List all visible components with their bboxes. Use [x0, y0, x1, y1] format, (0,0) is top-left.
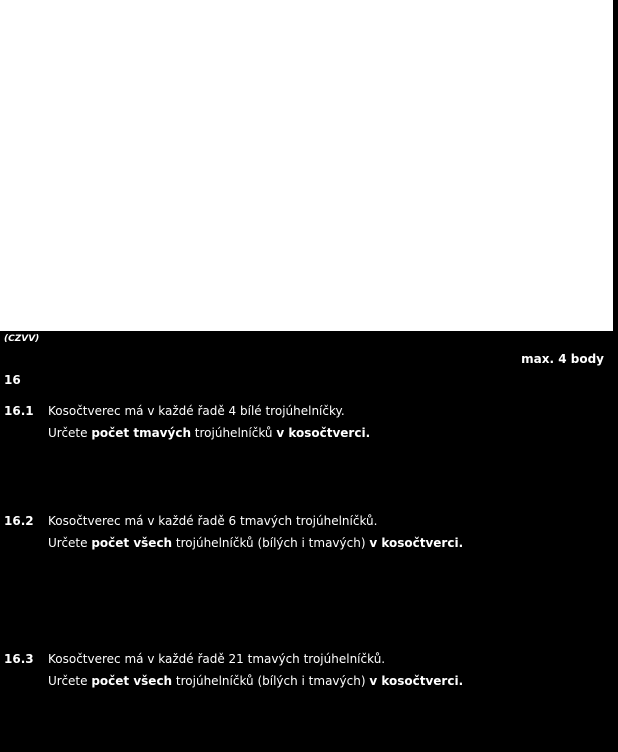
line2-bold: počet tmavých	[91, 426, 191, 440]
subtask-line-1: Kosočtverec má v každé řadě 21 tmavých trojúhelníčků.	[48, 652, 386, 666]
subtask-text	[48, 400, 370, 444]
source-label: (CZVV)	[4, 334, 40, 344]
line2-prefix: Určete	[48, 426, 92, 440]
subtask-number: 16.1	[4, 404, 34, 418]
figure-area	[0, 0, 613, 331]
subtask-number: 16.2	[4, 514, 34, 528]
subtask-line-1: Kosočtverec má v každé řadě 4 bílé trojúhelníčky.	[48, 404, 345, 418]
line2-suffix: v kosočtverci.	[276, 426, 371, 440]
subtask-line-1: Kosočtverec má v každé řadě 6 tmavých trojúhelníčků.	[48, 514, 378, 528]
subtask-line-2	[48, 670, 463, 692]
subtask-line-2	[48, 422, 370, 444]
line2-prefix: Určete	[48, 674, 92, 688]
line2-middle: trojúhelníčků (bílých i tmavých)	[172, 674, 370, 688]
subtask-number: 16.3	[4, 652, 34, 666]
subtask-text	[48, 510, 463, 554]
subtask-text	[48, 648, 463, 692]
line2-middle: trojúhelníčků (bílých i tmavých)	[172, 536, 370, 550]
line2-bold: počet všech	[91, 674, 173, 688]
task-number: 16	[4, 373, 21, 387]
line2-bold: počet všech	[91, 536, 173, 550]
subtask-line-2	[48, 532, 463, 554]
max-points-label: max. 4 body	[521, 352, 604, 366]
line2-suffix: v kosočtverci.	[369, 674, 464, 688]
line2-suffix: v kosočtverci.	[369, 536, 464, 550]
line2-middle: trojúhelníčků	[190, 426, 277, 440]
line2-prefix: Určete	[48, 536, 92, 550]
